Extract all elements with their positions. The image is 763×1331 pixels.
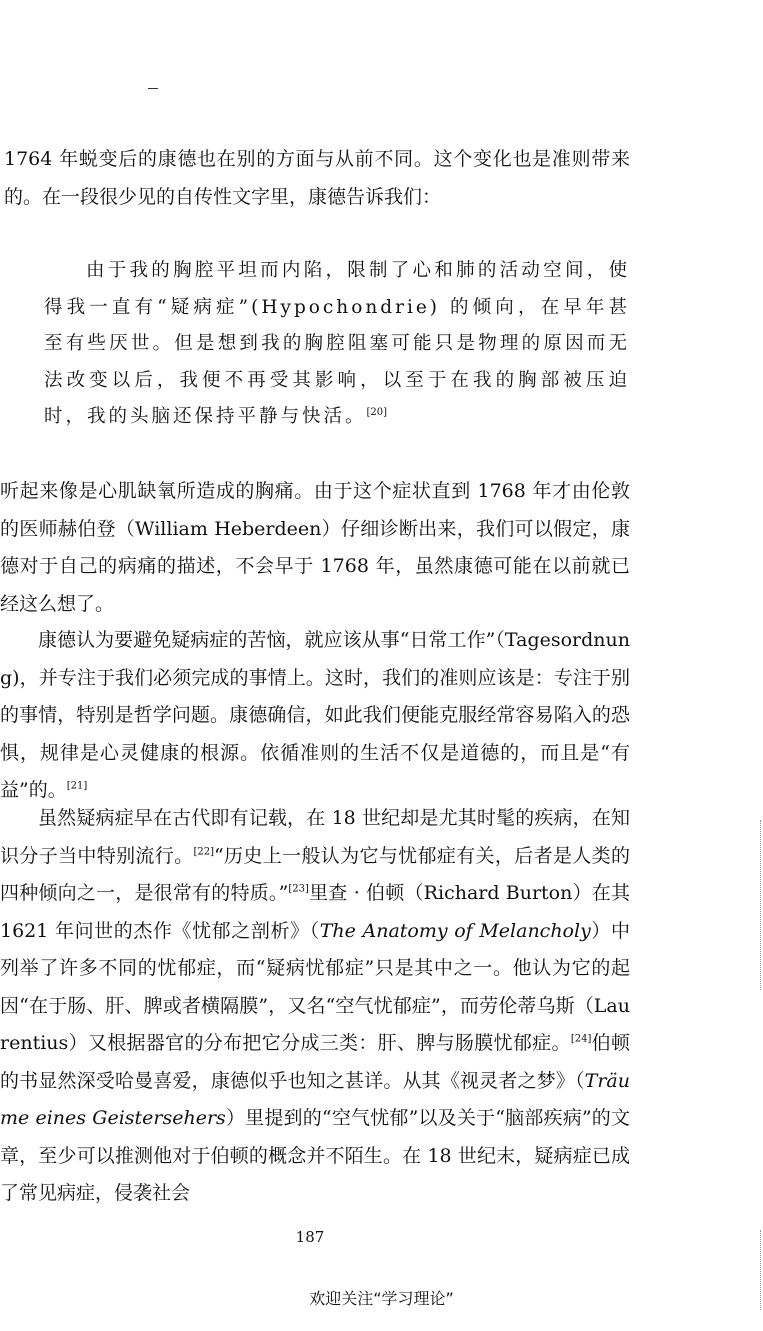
book-title-anatomy: The Anatomy of Melancholy [319, 919, 591, 942]
intro-paragraph: 1764 年蜕变后的康德也在别的方面与从前不同。这个变化也是准则带来的。在一段很少见的自传性文字里，康德告诉我们： [4, 148, 630, 208]
footnote-ref-21[interactable]: [21] [66, 780, 88, 792]
paragraph-3-text-b: “历史上一般认为它与忧郁症有关，后者是人类的四种倾向之一，是很常有的特质。” [0, 844, 630, 904]
paragraph-3-text-c: 里查 · 伯顿（Richard Burton）在其 1621 年问世的杰作《忧郁之剖析》（ [0, 882, 630, 942]
paragraph-3-text-e: 伯顿的书显然深受哈曼喜爱，康德似乎也知之甚详。从其《视灵者之梦》（ [0, 1032, 630, 1092]
footnote-ref-23[interactable]: [23] [288, 883, 309, 895]
footer-note: 欢迎关注“学习理论” [309, 1289, 454, 1308]
paragraph-2 [0, 622, 630, 810]
paragraph-3-text-d: ）中列举了许多不同的忧郁症，而“疑病忧郁症”只是其中之一。他认为它的起因“在于肠、肝、脾或者横隔膜”，又名“空气忧郁症”，而劳伦蒂乌斯（Laurentius）又根据器官的分布把它分成三类：肝、脾与肠膜忧郁症。 [0, 919, 630, 1054]
page-number: 187 [295, 1228, 325, 1246]
paragraph-3 [0, 800, 630, 1213]
paragraph-2-text: 康德认为要避免疑病症的苦恼，就应该从事“日常工作”（Tagesordnung)，并专注于我们必须完成的事情上。这时，我们的准则应该是：专注于别的事情，特别是哲学问题。康德确信，如此我们便能克服经常容易陷入的恐惧，规律是心灵健康的根源。依循准则的生活不仅是道德的，而且是“有益”的。 [0, 629, 630, 801]
footnote-ref-24[interactable]: [24] [570, 1033, 592, 1045]
scan-edge-mark [759, 820, 761, 990]
book-title-traeume: Träume eines Geistersehers [0, 1069, 630, 1129]
paragraph-1: 听起来像是心肌缺氧所造成的胸痛。由于这个症状直到 1768 年才由伦敦的医师赫伯登（William Heberdeen）仔细诊断出来，我们可以假定，康德对于自己的病痛的描述，不会早于 1768 年，虽然康德可能在以前就已经这么想了。 [0, 480, 630, 615]
footnote-ref-22[interactable]: [22] [193, 846, 214, 858]
paragraph-3-text-f: ）里提到的“空气忧郁”以及关于“脑部疾病”的文章，至少可以推测他对于伯顿的概念并不陌生。在 18 世纪末，疑病症已成了常见病症，侵袭社会 [0, 1107, 630, 1204]
quote-text: 由于我的胸腔平坦而内陷，限制了心和肺的活动空间，使得我一直有“疑病症”(Hypochondrie) 的倾向，在早年甚至有些厌世。但是想到我的胸腔阻塞可能只是物理的原因而无法改变以后，我便不再受其影响，以至于在我的胸部被压迫时，我的头脑还保持平静与快活。 [44, 260, 630, 427]
footnote-ref-20[interactable]: [20] [366, 406, 388, 418]
paragraph-3-text-a: 虽然疑病症早在古代即有记载，在 18 世纪却是尤其时髦的疾病，在知识分子当中特别流行。 [0, 807, 630, 867]
header-mark [148, 88, 158, 89]
block-quote [44, 253, 630, 436]
scan-edge-mark-lower [759, 1230, 761, 1310]
